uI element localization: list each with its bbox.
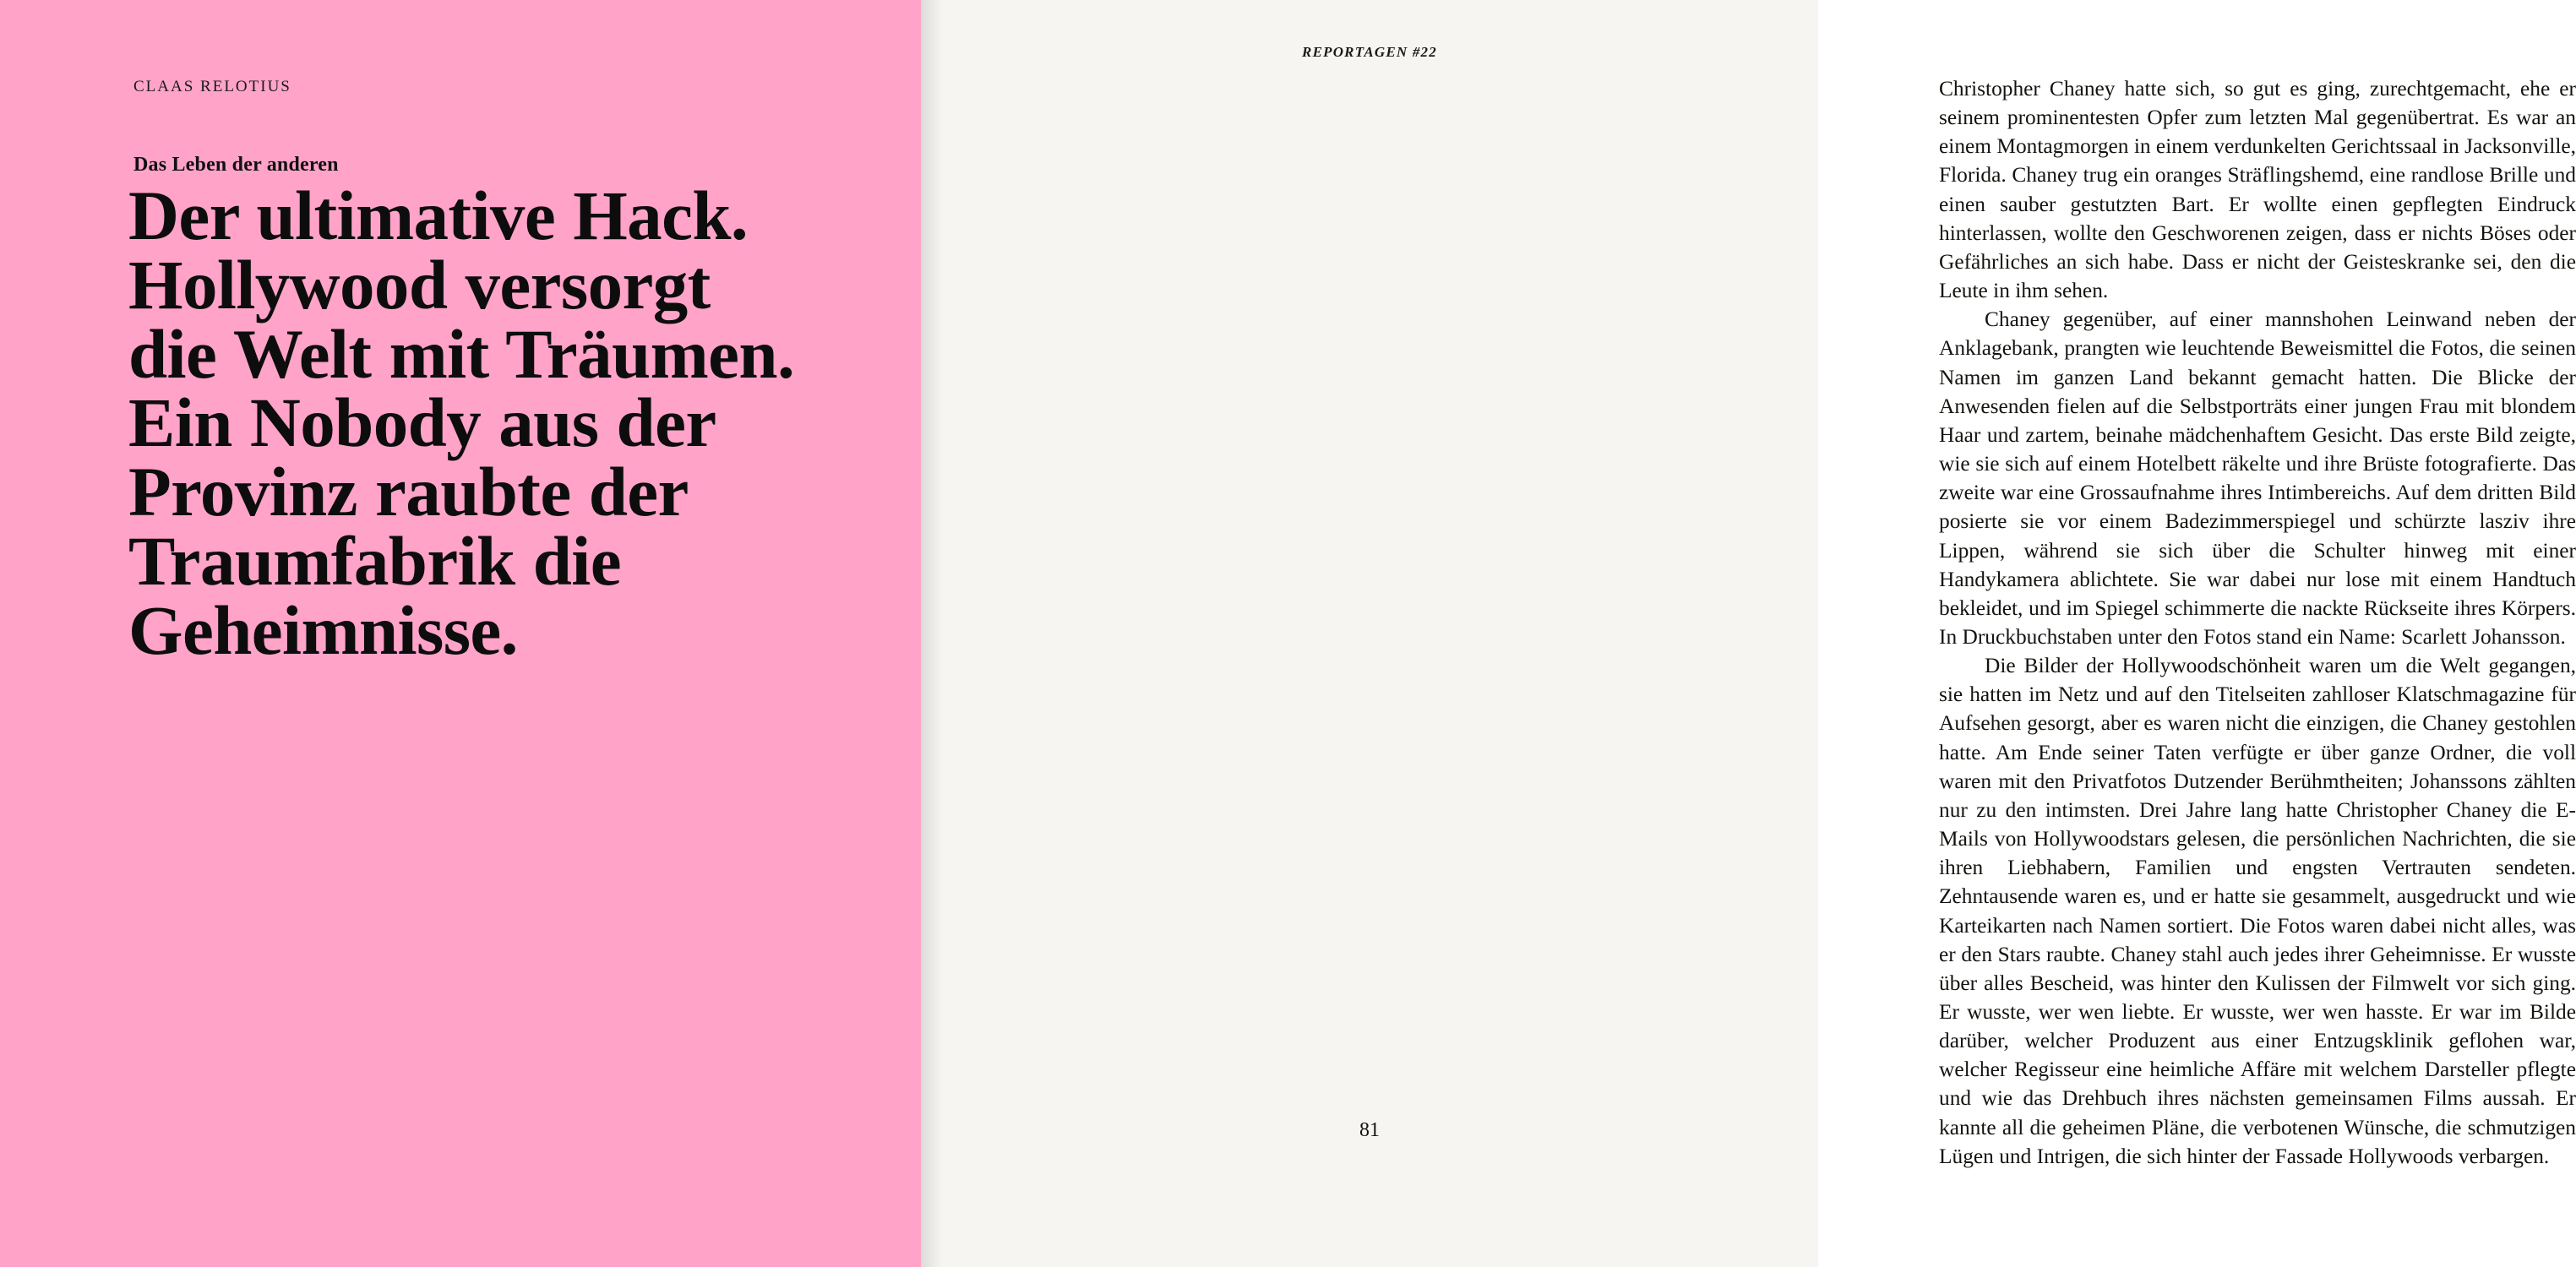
article-author: CLAAS RELOTIUS	[133, 78, 291, 95]
body-paragraph: Christopher Chaney hatte sich, so gut es ging, zurechtgemacht, ehe er seinem prominentesten Opfer zum letzten Mal gegenübertrat. Es war an einem Montagmorgen in einem verdunkelten Gerichtssaal in Jacksonville, Florida. Chaney trug ein oranges Sträflingshemd, eine randlose Brille und einen sauber gestutzten Bart. Er wollte einen gepflegten Eindruck hinterlassen, wollte den Geschworenen zeigen, dass er nichts Böses oder Gefährliches an sich habe. Dass er nicht der Geisteskranke sei, den die Leute in ihm sehen.	[1939, 77, 2576, 303]
article-headline: Der ultimative Hack. Hollywood versorgt die Welt mit Träumen. Ein Nobody aus der Provinz raubte der Traumfabrik die Geheimnisse.	[128, 177, 795, 669]
article-kicker: Das Leben der anderen	[133, 154, 339, 176]
running-head: REPORTAGEN #22	[1302, 44, 1437, 60]
gutter-shadow	[921, 0, 943, 1267]
left-page	[0, 0, 921, 1267]
body-paragraph: Chaney gegenüber, auf einer mannshohen Leinwand neben der Anklagebank, prangten wie leuchtende Beweismittel die Fotos, die seinen Namen im ganzen Land bekannt gemacht hatten. Die Blicke der Anwesenden fielen auf die Selbstporträts einer jungen Frau mit blondem Haar und zartem, beinahe mädchenhaftem Gesicht. Das erste Bild zeigte, wie sie sich auf einem Hotelbett räkelte und ihre Brüste fotografierte. Das zweite war eine Grossaufnahme ihres Intimbereichs. Auf dem dritten Bild posierte sie vor einem Badezimmerspiegel und schürzte lasziv ihre Lippen, während sie sich über die Schulter hinweg mit einer Handykamera ablichtete. Sie war dabei nur lose mit einem Handtuch bekleidet, und im Spiegel schimmerte die nackte Rückseite ihres Körpers. In Druckbuchstaben unter den Fotos stand ein Name: Scarlett Johansson.	[1939, 307, 2576, 649]
page-number: 81	[1359, 1119, 1380, 1141]
body-paragraph: Die Bilder der Hollywoodschönheit waren um die Welt gegangen, sie hatten im Netz und auf den Titelseiten zahlloser Klatschmagazine für Aufsehen gesorgt, aber es waren nicht die einzigen, die Chaney gestohlen hatte. Am Ende seiner Taten verfügte er über ganze Ordner, die voll waren mit den Privatfotos Dutzender Berühmtheiten; Johanssons zählten nur zu den intimsten. Drei Jahre lang hatte Christopher Chaney die E-Mails von Hollywoodstars gelesen, die persönlichen Nachrichten, die sie ihren Liebhabern, Familien und engsten Vertrauten sendeten. Zehntausende waren es, und er hatte sie gesammelt, ausgedruckt und wie Karteikarten nach Namen sortiert. Die Fotos waren dabei nicht alles, was er den Stars raubte. Chaney stahl auch jedes ihrer Geheimnisse. Er wusste über alles Bescheid, was hinter den Kulissen der Filmwelt vor sich ging. Er wusste, wer wen liebte. Er wusste, wer wen hasste. Er war im Bilde darüber, welcher Produzent aus einer Entzugsklinik geflohen war, welcher Regisseur eine heimliche Affäre mit welchem Darsteller pflegte und wie das Drehbuch ihres nächsten gemeinsamen Films aussah. Er kannte all die geheimen Pläne, die verbotenen Wünsche, die schmutzigen Lügen und Intrigen, die sich hinter der Fassade Hollywoods verbargen.	[1939, 654, 2576, 1168]
right-page	[921, 0, 2576, 1267]
body-text-column	[1939, 74, 2576, 1171]
